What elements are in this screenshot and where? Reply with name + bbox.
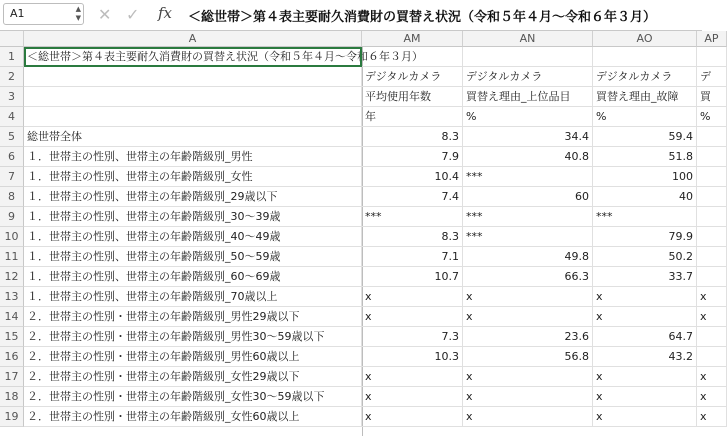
cell-a-15[interactable]: ２．世帯主の性別・世帯主の年齢階級別_男性30〜59歳以下 [24, 327, 362, 347]
cell-ap-17[interactable]: x [697, 367, 727, 387]
cell-a-2[interactable] [24, 67, 362, 87]
cell-ap-9[interactable] [697, 207, 727, 227]
cell-ao-9[interactable]: *** [593, 207, 697, 227]
cell-an-3[interactable]: 買替え理由_上位品目 [463, 87, 593, 107]
cell-a-5[interactable]: 総世帯全体 [24, 127, 362, 147]
column-header-ao[interactable]: AO [593, 31, 697, 47]
name-box-text: A1 [10, 7, 25, 20]
cell-an-7[interactable]: *** [463, 167, 593, 187]
cell-ap-18[interactable]: x [697, 387, 727, 407]
cell-ap-16[interactable] [697, 347, 727, 367]
cell-a-14[interactable]: ２．世帯主の性別・世帯主の年齢階級別_男性29歳以下 [24, 307, 362, 327]
row-header[interactable]: 16 [0, 347, 24, 367]
cell-an-9[interactable]: *** [463, 207, 593, 227]
cell-an-8[interactable]: 60 [463, 187, 593, 207]
cell-an-1[interactable] [463, 47, 593, 67]
cell-an-6[interactable]: 40.8 [463, 147, 593, 167]
formula-content[interactable]: ＜総世帯＞第４表主要耐久消費財の買替え状況（令和５年４月〜令和６年３月） [188, 10, 657, 25]
cell-am-18[interactable]: x [362, 387, 463, 407]
cell-ap-7[interactable] [697, 167, 727, 187]
row-header[interactable]: 8 [0, 187, 24, 207]
cell-am-5[interactable]: 8.3 [362, 127, 463, 147]
cell-am-2[interactable]: デジタルカメラ [362, 67, 463, 87]
cell-ap-15[interactable] [697, 327, 727, 347]
cell-am-4[interactable]: 年 [362, 107, 463, 127]
cell-a-4[interactable] [24, 107, 362, 127]
cell-am-8[interactable]: 7.4 [362, 187, 463, 207]
cell-am-6[interactable]: 7.9 [362, 147, 463, 167]
cell-ao-12[interactable]: 33.7 [593, 267, 697, 287]
cell-ao-7[interactable]: 100 [593, 167, 697, 187]
name-box-stepper-icon[interactable]: ▲ ▼ [75, 5, 81, 22]
cell-ao-14[interactable]: x [593, 307, 697, 327]
cell-ao-13[interactable]: x [593, 287, 697, 307]
cell-a-10[interactable]: １．世帯主の性別、世帯主の年齢階級別_40〜49歳 [24, 227, 362, 247]
cell-am-15[interactable]: 7.3 [362, 327, 463, 347]
cell-an-15[interactable]: 23.6 [463, 327, 593, 347]
row-header[interactable]: 11 [0, 247, 24, 267]
cell-ao-1[interactable] [593, 47, 697, 67]
cancel-icon[interactable]: ✕ [98, 5, 112, 24]
cell-a-3[interactable] [24, 87, 362, 107]
cell-ao-19[interactable]: x [593, 407, 697, 427]
row-header[interactable]: 13 [0, 287, 24, 307]
cell-am-9[interactable]: *** [362, 207, 463, 227]
cell-ao-18[interactable]: x [593, 387, 697, 407]
cell-ao-16[interactable]: 43.2 [593, 347, 697, 367]
cell-ap-14[interactable]: x [697, 307, 727, 327]
row-header[interactable]: 18 [0, 387, 24, 407]
cell-am-16[interactable]: 10.3 [362, 347, 463, 367]
cell-ao-8[interactable]: 40 [593, 187, 697, 207]
cell-am-11[interactable]: 7.1 [362, 247, 463, 267]
row-header[interactable]: 15 [0, 327, 24, 347]
cell-an-19[interactable]: x [463, 407, 593, 427]
row-header[interactable]: 17 [0, 367, 24, 387]
cell-a-18[interactable]: ２．世帯主の性別・世帯主の年齢階級別_女性30〜59歳以下 [24, 387, 362, 407]
row-header[interactable]: 9 [0, 207, 24, 227]
column-header-a[interactable]: A [24, 31, 362, 47]
cell-a-11[interactable]: １．世帯主の性別、世帯主の年齢階級別_50〜59歳 [24, 247, 362, 267]
cell-ap-12[interactable] [697, 267, 727, 287]
cell-an-11[interactable]: 49.8 [463, 247, 593, 267]
row-header[interactable]: 19 [0, 407, 24, 427]
cell-an-12[interactable]: 66.3 [463, 267, 593, 287]
row-header[interactable]: 1 [0, 47, 24, 67]
cell-ap-2[interactable]: デ [697, 67, 727, 87]
row-header[interactable]: 10 [0, 227, 24, 247]
function-icon[interactable]: fx [158, 4, 173, 22]
cell-ap-3[interactable]: 買 [697, 87, 727, 107]
row-header[interactable]: 7 [0, 167, 24, 187]
cell-a-9[interactable]: １．世帯主の性別、世帯主の年齢階級別_30〜39歳 [24, 207, 362, 227]
cell-ao-5[interactable]: 59.4 [593, 127, 697, 147]
cell-ap-13[interactable]: x [697, 287, 727, 307]
cell-ao-2[interactable]: デジタルカメラ [593, 67, 697, 87]
spreadsheet-grid [0, 31, 719, 436]
cell-ao-6[interactable]: 51.8 [593, 147, 697, 167]
cell-am-19[interactable]: x [362, 407, 463, 427]
cell-a-6[interactable]: １．世帯主の性別、世帯主の年齢階級別_男性 [24, 147, 362, 167]
row-header[interactable]: 14 [0, 307, 24, 327]
formula-bar [0, 0, 702, 31]
cell-a-16[interactable]: ２．世帯主の性別・世帯主の年齢階級別_男性60歳以上 [24, 347, 362, 367]
cell-ap-5[interactable] [697, 127, 727, 147]
cell-a-12[interactable]: １．世帯主の性別、世帯主の年齢階級別_60〜69歳 [24, 267, 362, 287]
row-header[interactable]: 12 [0, 267, 24, 287]
name-box[interactable] [3, 3, 84, 25]
cell-am-13[interactable]: x [362, 287, 463, 307]
cell-am-14[interactable]: x [362, 307, 463, 327]
cell-a-7[interactable]: １．世帯主の性別、世帯主の年齢階級別_女性 [24, 167, 362, 187]
cell-a-17[interactable]: ２．世帯主の性別・世帯主の年齢階級別_女性29歳以下 [24, 367, 362, 387]
cell-ap-6[interactable] [697, 147, 727, 167]
column-header-ap[interactable]: AP [697, 31, 727, 47]
cell-a-13[interactable]: １．世帯主の性別、世帯主の年齢階級別_70歳以上 [24, 287, 362, 307]
cell-ap-10[interactable] [697, 227, 727, 247]
cell-an-14[interactable]: x [463, 307, 593, 327]
select-all-corner[interactable] [0, 31, 24, 47]
row-header[interactable]: 6 [0, 147, 24, 167]
cell-a-8[interactable]: １．世帯主の性別、世帯主の年齢階級別_29歳以下 [24, 187, 362, 207]
row-header[interactable]: 2 [0, 67, 24, 87]
column-header-am[interactable]: AM [362, 31, 463, 47]
cell-an-16[interactable]: 56.8 [463, 347, 593, 367]
cell-ao-4[interactable]: % [593, 107, 697, 127]
cell-a-19[interactable]: ２．世帯主の性別・世帯主の年齢階級別_女性60歳以上 [24, 407, 362, 427]
cell-am-3[interactable]: 平均使用年数 [362, 87, 463, 107]
cell-an-5[interactable]: 34.4 [463, 127, 593, 147]
cell-am-17[interactable]: x [362, 367, 463, 387]
cell-an-18[interactable]: x [463, 387, 593, 407]
cell-an-17[interactable]: x [463, 367, 593, 387]
cell-an-4[interactable]: % [463, 107, 593, 127]
cell-am-7[interactable]: 10.4 [362, 167, 463, 187]
cell-ap-8[interactable] [697, 187, 727, 207]
cell-ap-1[interactable] [697, 47, 727, 67]
cell-am-12[interactable]: 10.7 [362, 267, 463, 287]
cell-ao-15[interactable]: 64.7 [593, 327, 697, 347]
confirm-icon[interactable]: ✓ [126, 5, 140, 24]
cell-ap-11[interactable] [697, 247, 727, 267]
cell-ap-4[interactable]: % [697, 107, 727, 127]
cell-ao-3[interactable]: 買替え理由_故障 [593, 87, 697, 107]
column-header-an[interactable]: AN [463, 31, 593, 47]
cell-an-13[interactable]: x [463, 287, 593, 307]
cell-ao-10[interactable]: 79.9 [593, 227, 697, 247]
row-header[interactable]: 5 [0, 127, 24, 147]
cell-an-10[interactable]: *** [463, 227, 593, 247]
cell-a-1[interactable]: ＜総世帯＞第４表主要耐久消費財の買替え状況（令和５年４月〜令和６年３月） [24, 47, 362, 67]
row-header[interactable]: 3 [0, 87, 24, 107]
cell-ao-11[interactable]: 50.2 [593, 247, 697, 267]
cell-ap-19[interactable]: x [697, 407, 727, 427]
cell-am-10[interactable]: 8.3 [362, 227, 463, 247]
row-header[interactable]: 4 [0, 107, 24, 127]
cell-an-2[interactable]: デジタルカメラ [463, 67, 593, 87]
cell-ao-17[interactable]: x [593, 367, 697, 387]
